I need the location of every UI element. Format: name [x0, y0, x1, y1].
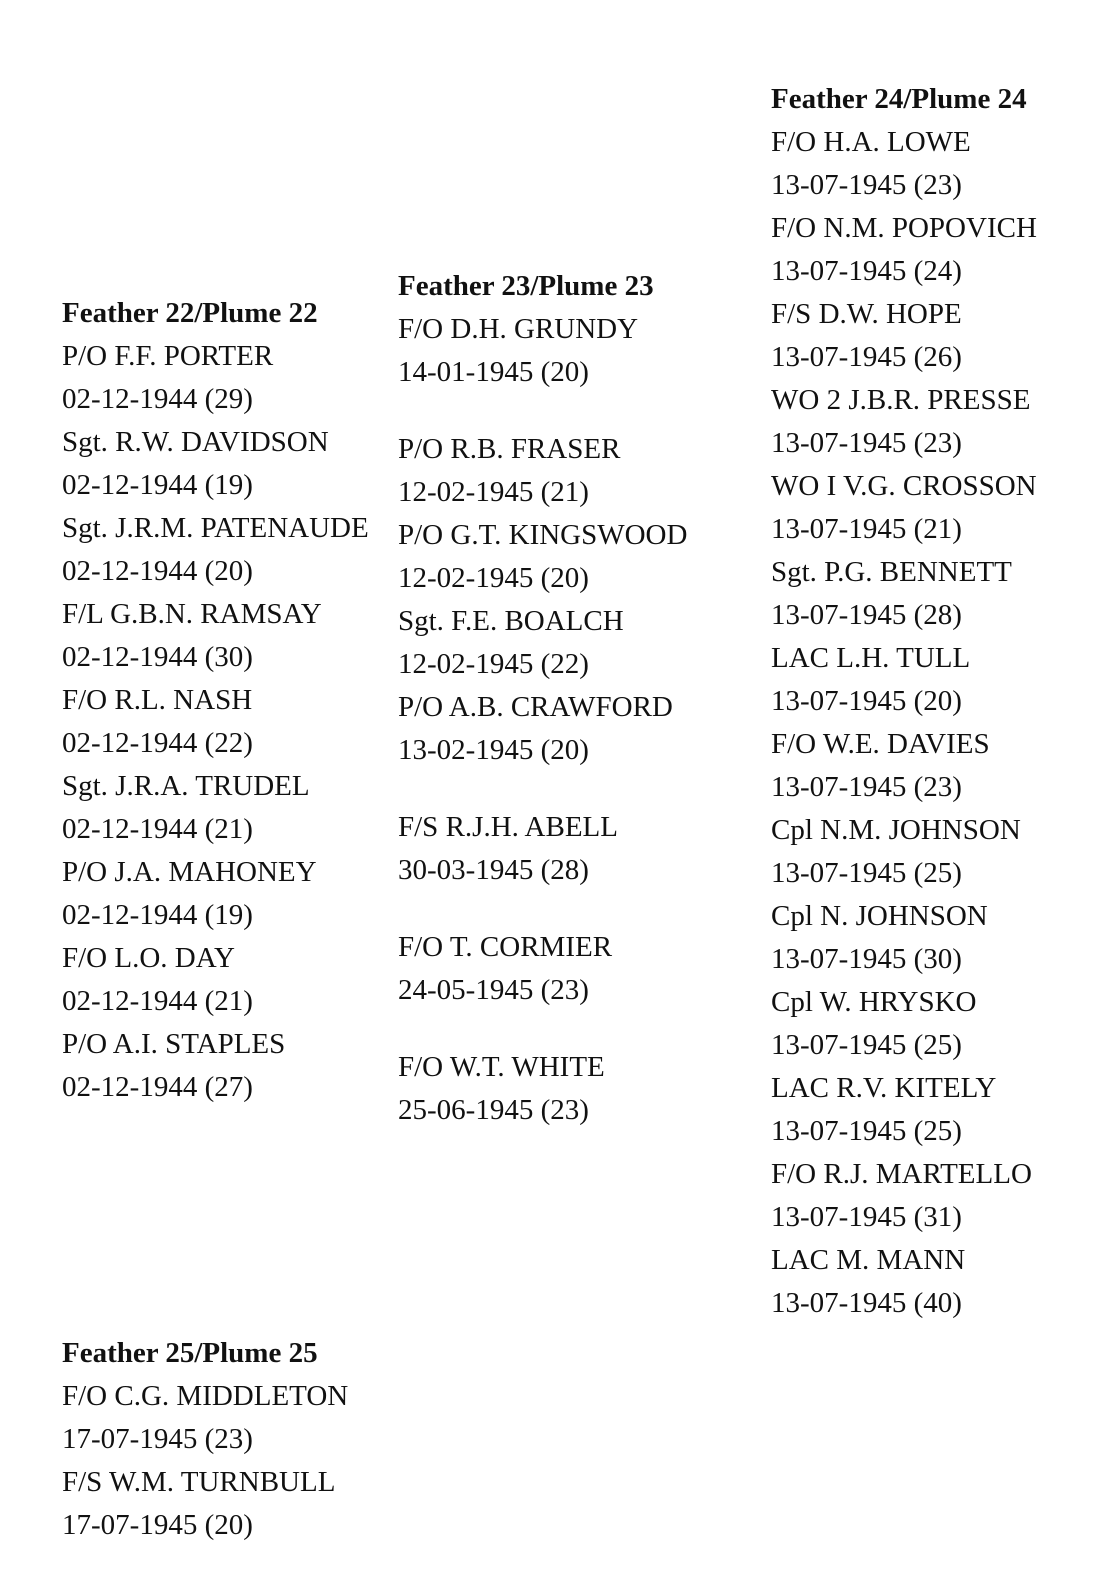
entry-date: 30-03-1945 (28) [398, 854, 589, 886]
entry-date: 25-06-1945 (23) [398, 1094, 589, 1126]
entry-name: F/O H.A. LOWE [771, 126, 971, 158]
entry-date: 13-07-1945 (40) [771, 1287, 962, 1319]
entry-name: Cpl W. HRYSKO [771, 986, 977, 1018]
entry-name: Cpl N. JOHNSON [771, 900, 988, 932]
entry-name: F/O L.O. DAY [62, 942, 235, 974]
entry-name: Sgt. J.R.A. TRUDEL [62, 770, 310, 802]
entry-date: 02-12-1944 (30) [62, 641, 253, 673]
entry-name: P/O J.A. MAHONEY [62, 856, 317, 888]
entry-date: 12-02-1945 (22) [398, 648, 589, 680]
entry-name: F/O N.M. POPOVICH [771, 212, 1037, 244]
entry-gap [398, 394, 687, 428]
entry-date: 02-12-1944 (19) [62, 469, 253, 501]
entry-name: F/L G.B.N. RAMSAY [62, 598, 322, 630]
entry-name: Cpl N.M. JOHNSON [771, 814, 1021, 846]
entry-name: F/O T. CORMIER [398, 931, 613, 963]
entry-date: 13-07-1945 (20) [771, 685, 962, 717]
entry-name: F/S D.W. HOPE [771, 298, 962, 330]
entry-name: F/S R.J.H. ABELL [398, 811, 618, 843]
entry-name: P/O R.B. FRASER [398, 433, 621, 465]
entry-date: 13-07-1945 (26) [771, 341, 962, 373]
entry-date: 24-05-1945 (23) [398, 974, 589, 1006]
entry-date: 02-12-1944 (21) [62, 813, 253, 845]
entry-date: 02-12-1944 (21) [62, 985, 253, 1017]
entry-name: F/O R.L. NASH [62, 684, 253, 716]
entry-name: P/O A.B. CRAWFORD [398, 691, 673, 723]
feather-25-block [62, 1332, 348, 1547]
entry-date: 02-12-1944 (27) [62, 1071, 253, 1103]
entry-gap [398, 892, 687, 926]
entry-name: LAC M. MANN [771, 1244, 966, 1276]
entry-name: F/S W.M. TURNBULL [62, 1466, 336, 1498]
entry-date: 13-07-1945 (23) [771, 169, 962, 201]
entry-gap [398, 772, 687, 806]
entry-date: 02-12-1944 (19) [62, 899, 253, 931]
entry-date: 13-07-1945 (31) [771, 1201, 962, 1233]
feather-23-title: Feather 23/Plume 23 [398, 270, 654, 302]
entry-date: 12-02-1945 (20) [398, 562, 589, 594]
entry-name: WO I V.G. CROSSON [771, 470, 1037, 502]
entry-date: 13-02-1945 (20) [398, 734, 589, 766]
entry-name: P/O F.F. PORTER [62, 340, 274, 372]
feather-22-block [62, 292, 369, 1109]
entry-date: 17-07-1945 (20) [62, 1509, 253, 1541]
feather-23-block [398, 265, 687, 1132]
entry-name: F/O W.E. DAVIES [771, 728, 990, 760]
feather-22-title: Feather 22/Plume 22 [62, 297, 318, 329]
entry-name: F/O D.H. GRUNDY [398, 313, 639, 345]
feather-25-title: Feather 25/Plume 25 [62, 1337, 318, 1369]
entry-date: 13-07-1945 (28) [771, 599, 962, 631]
entry-name: F/O C.G. MIDDLETON [62, 1380, 349, 1412]
feather-24-block [771, 78, 1037, 1325]
entry-name: Sgt. P.G. BENNETT [771, 556, 1012, 588]
entry-date: 17-07-1945 (23) [62, 1423, 253, 1455]
entry-name: WO 2 J.B.R. PRESSE [771, 384, 1031, 416]
entry-date: 02-12-1944 (29) [62, 383, 253, 415]
entry-date: 13-07-1945 (23) [771, 771, 962, 803]
entry-date: 13-07-1945 (30) [771, 943, 962, 975]
entry-date: 12-02-1945 (21) [398, 476, 589, 508]
entry-name: Sgt. F.E. BOALCH [398, 605, 624, 637]
entry-date: 13-07-1945 (25) [771, 1115, 962, 1147]
entry-date: 13-07-1945 (23) [771, 427, 962, 459]
entry-date: 14-01-1945 (20) [398, 356, 589, 388]
entry-name: Sgt. J.R.M. PATENAUDE [62, 512, 369, 544]
entry-gap [398, 1012, 687, 1046]
entry-name: LAC L.H. TULL [771, 642, 971, 674]
entry-name: LAC R.V. KITELY [771, 1072, 997, 1104]
entry-date: 02-12-1944 (20) [62, 555, 253, 587]
entry-name: F/O W.T. WHITE [398, 1051, 605, 1083]
entry-date: 02-12-1944 (22) [62, 727, 253, 759]
entry-date: 13-07-1945 (21) [771, 513, 962, 545]
feather-24-title: Feather 24/Plume 24 [771, 83, 1027, 115]
entry-date: 13-07-1945 (24) [771, 255, 962, 287]
entry-name: Sgt. R.W. DAVIDSON [62, 426, 329, 458]
entry-date: 13-07-1945 (25) [771, 1029, 962, 1061]
entry-date: 13-07-1945 (25) [771, 857, 962, 889]
entry-name: P/O G.T. KINGSWOOD [398, 519, 688, 551]
entry-name: P/O A.I. STAPLES [62, 1028, 286, 1060]
entry-name: F/O R.J. MARTELLO [771, 1158, 1032, 1190]
